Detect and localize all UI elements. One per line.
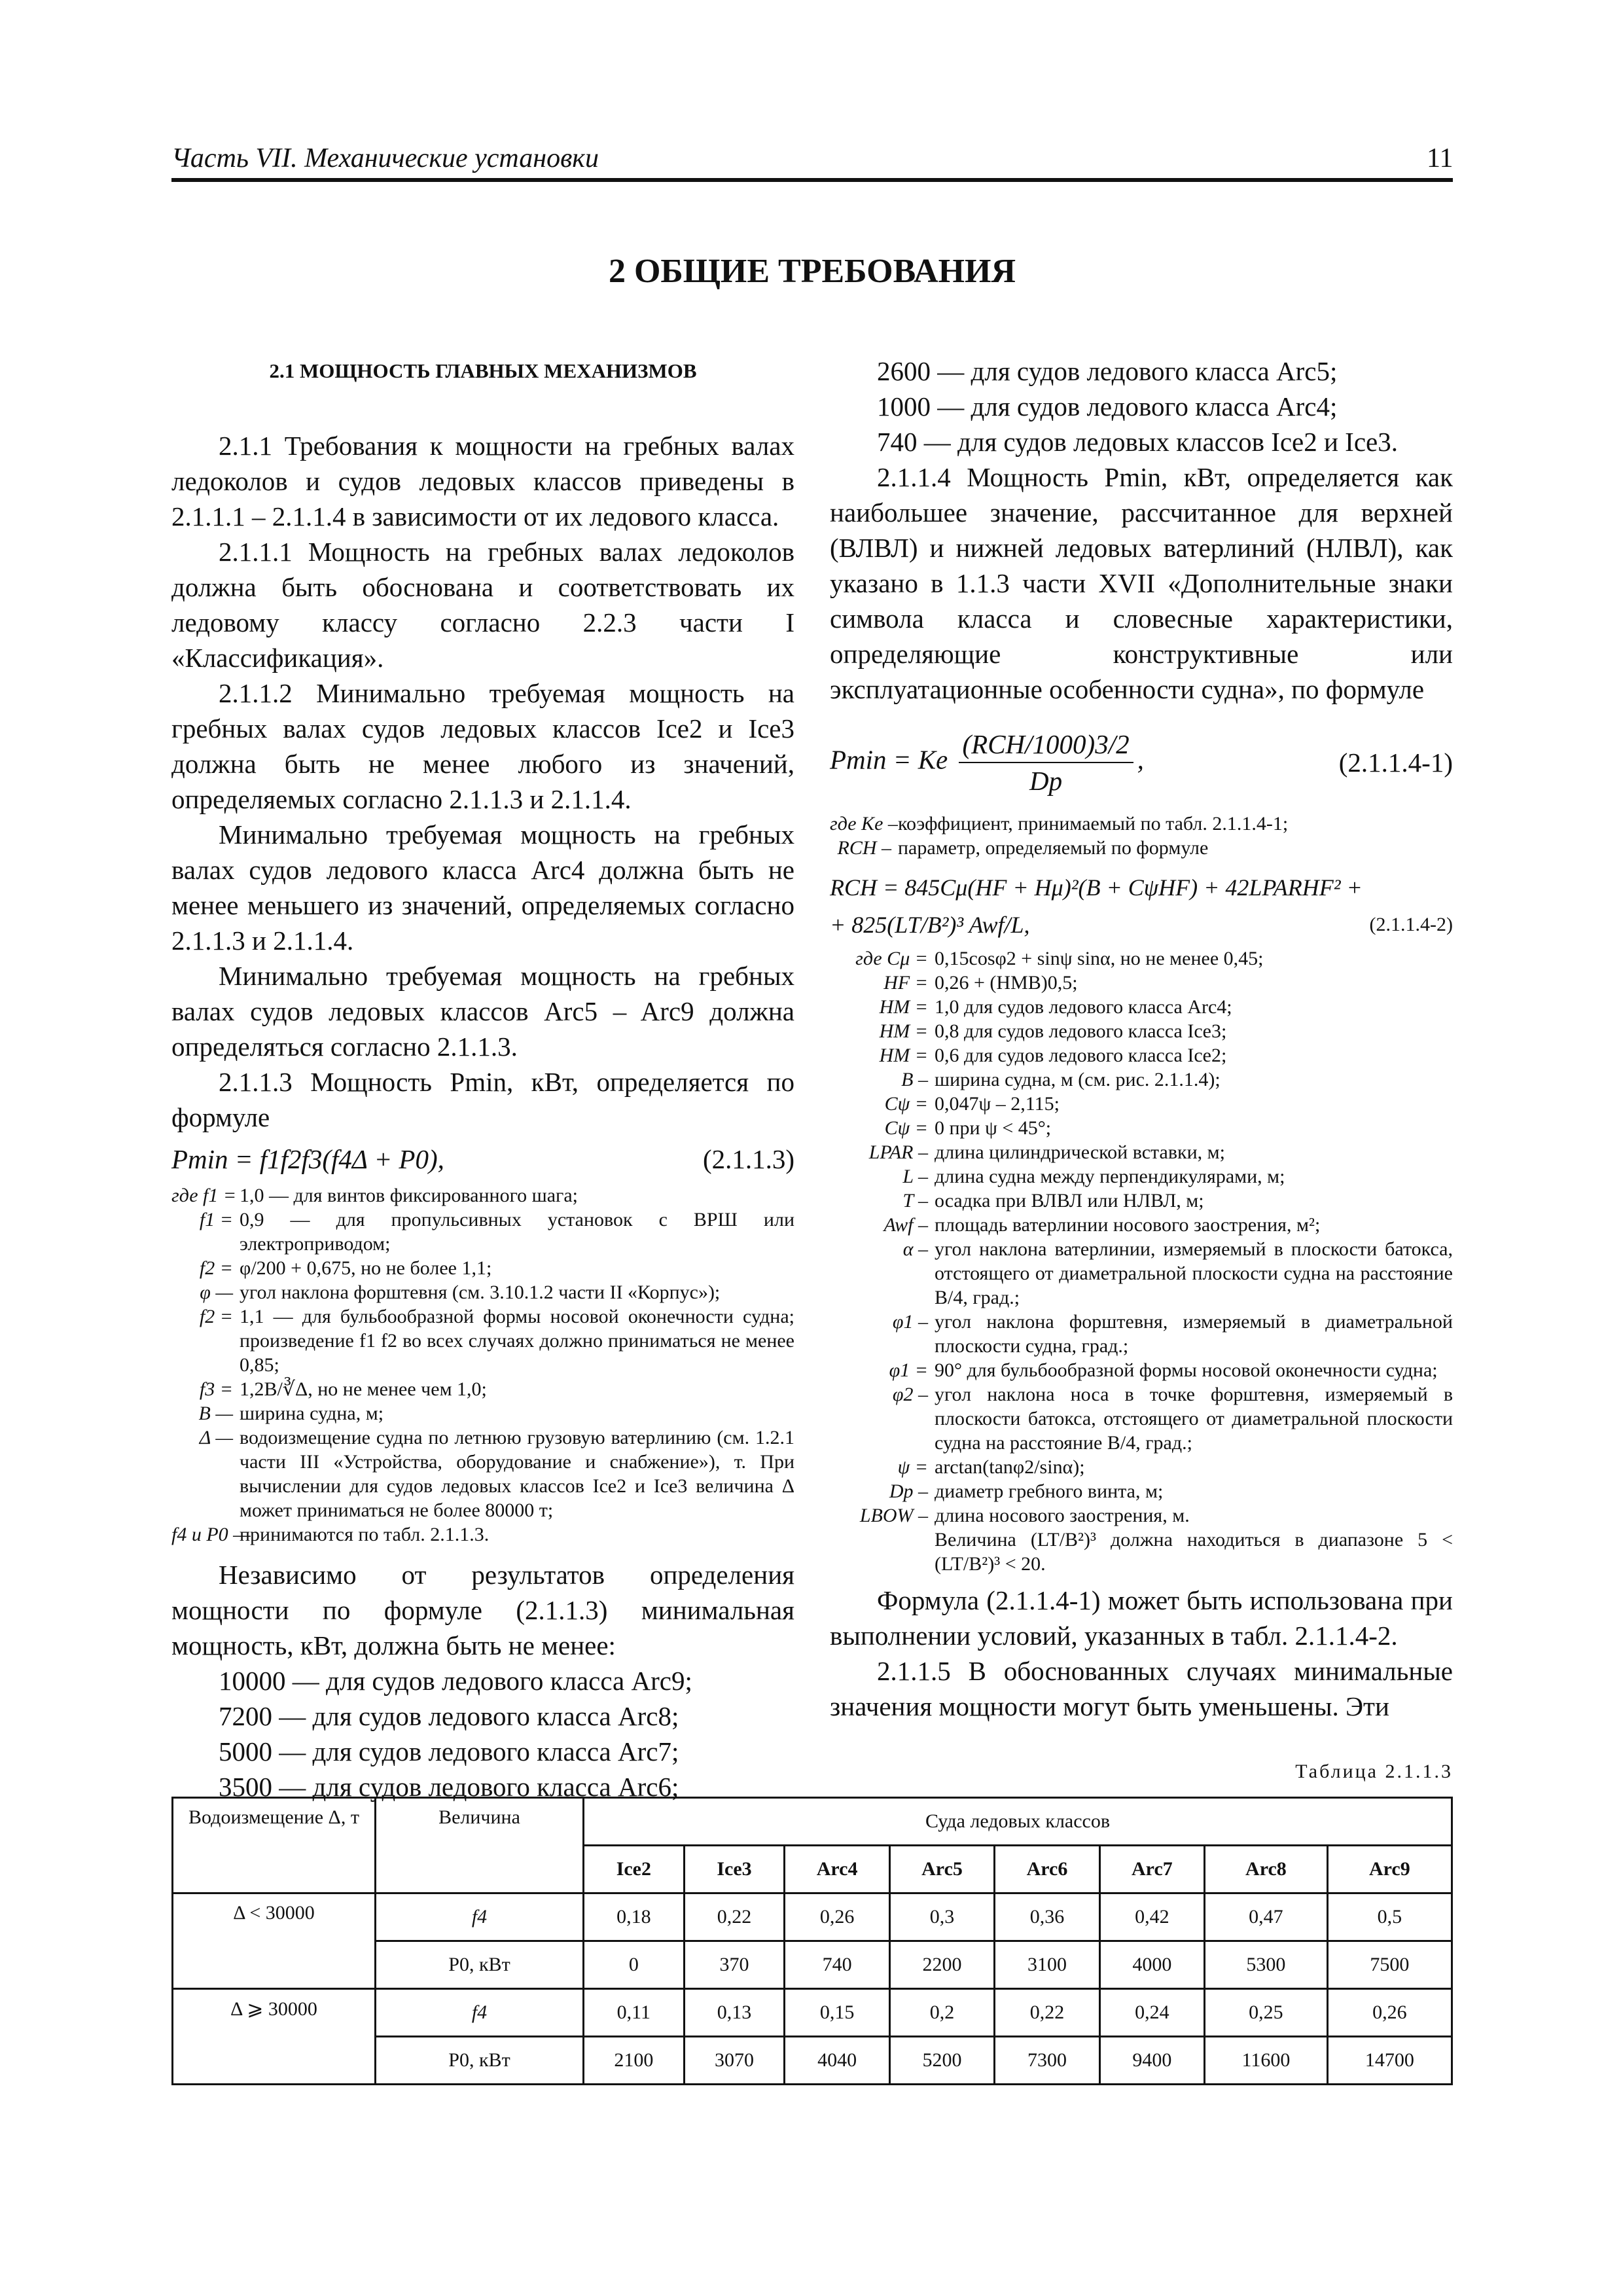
def-text: 0,26 + (HMB)0,5; — [935, 972, 1078, 994]
table-cell: 0,15 — [785, 1989, 889, 2037]
list-item: 10000 — для судов ледового класса Arc9; — [219, 1666, 692, 1696]
def-term: LBOW – — [859, 1505, 928, 1526]
table-cell: 5300 — [1205, 1941, 1328, 1989]
formula-tail: , — [1137, 744, 1144, 775]
def-text: φ/200 + 0,675, но не более 1,1; — [240, 1257, 492, 1279]
quantity-cell: f4 — [376, 1989, 584, 2037]
table-cell: 4000 — [1099, 1941, 1204, 1989]
table-cell: 0,25 — [1205, 1989, 1328, 2037]
paragraph: 2.1.1.3 Мощность Pmin, кВт, определяется по формуле — [171, 1067, 794, 1132]
def-term: HM = — [879, 1045, 928, 1066]
def-term — [830, 1528, 928, 1576]
paragraph: 2.1.1.4 Мощность Pmin, кВт, определяется как наибольшее значение, рассчитанное для верхней (ВЛВЛ) и нижней ледовых ватерлиний (НЛВЛ), как указано в 1.1.3 части XVII «Дополнительные знаки символа класса и словесные характеристики, определяющие конструктивные или эксплуатационные особенности судна», по формуле — [830, 462, 1453, 704]
class-header: Arc9 — [1327, 1846, 1452, 1893]
def-text: ширина судна, м (см. рис. 2.1.1.4); — [935, 1069, 1221, 1090]
formula-number: (2.1.1.3) — [702, 1144, 794, 1174]
def-text: коэффициент, принимаемый по табл. 2.1.1.4-1; — [898, 813, 1289, 834]
table-cell: 14700 — [1327, 2037, 1452, 2085]
formula-line: RCH = 845Cμ(HF + Hμ)²(B + CψHF) + 42LPARHF² + — [830, 874, 1363, 901]
table-row — [173, 1989, 1452, 2037]
definitions-list — [830, 946, 1453, 1576]
formula-lhs: Pmin = Ke — [830, 744, 948, 775]
list-item: 3500 — для судов ледового класса Arc6; — [219, 1772, 679, 1802]
def-term: HM = — [879, 996, 928, 1018]
def-text: угол наклона носа в точке форштевня, измеряемый в плоскости батокса, отстоящего от диаметральной плоскости судна на расстояние B/4, град.; — [935, 1384, 1453, 1454]
def-text: длина судна между перпендикулярами, м; — [935, 1166, 1285, 1187]
paragraph: Независимо от результатов определения мощности по формуле (2.1.1.3) минимальная мощность, кВт, должна быть не менее: — [171, 1560, 794, 1660]
class-header: Arc4 — [785, 1846, 889, 1893]
def-term: f2 = — [199, 1257, 233, 1279]
def-term: где f1 = — [171, 1185, 237, 1206]
running-header: Часть VII. Механические установки — [171, 143, 599, 173]
def-text: длина цилиндрической вставки, м; — [935, 1141, 1225, 1163]
quantity-cell: P0, кВт — [376, 1941, 584, 1989]
table-cell: 0 — [584, 1941, 685, 1989]
def-text: 1,0 — для винтов фиксированного шага; — [240, 1185, 579, 1206]
paragraph: 2.1.1.5 В обоснованных случаях минимальные значения мощности могут быть уменьшены. Эти — [830, 1656, 1453, 1721]
def-term: ψ = — [897, 1456, 928, 1478]
def-term: f2 = — [199, 1306, 233, 1327]
table-cell: 0,42 — [1099, 1893, 1204, 1941]
paragraph: Формула (2.1.1.4-1) может быть использована при выполнении условий, указанных в табл. 2.1.1.4-2. — [830, 1585, 1453, 1651]
class-header: Ice2 — [584, 1846, 685, 1893]
subsection-heading: 2.1 МОЩНОСТЬ ГЛАВНЫХ МЕХАНИЗМОВ — [269, 359, 697, 382]
def-text: 1,0 для судов ледового класса Arc4; — [935, 996, 1232, 1018]
paragraph: Минимально требуемая мощность на гребных валах судов ледового класса Arc4 должна быть не менее меньшего из значений, определяемых согласно 2.1.1.3 и 2.1.1.4. — [171, 819, 794, 956]
def-text: 0,6 для судов ледового класса Ice2; — [935, 1045, 1227, 1066]
def-text: длина носового заострения, м. — [935, 1505, 1190, 1526]
class-header: Ice3 — [684, 1846, 785, 1893]
header-rule — [171, 178, 1453, 182]
def-term: α – — [902, 1238, 928, 1260]
formula — [171, 1141, 794, 1177]
header-displacement: Водоизмещение Δ, т — [173, 1798, 376, 1893]
def-text: Величина (LT/B²)³ должна находиться в диапазоне 5 < (LT/B²)³ < 20. — [935, 1529, 1453, 1575]
table-cell: 0,2 — [889, 1989, 994, 2037]
table-cell: 9400 — [1099, 2037, 1204, 2085]
table-cell: 11600 — [1205, 2037, 1328, 2085]
table-cell: 0,36 — [995, 1893, 1099, 1941]
table-cell: 370 — [684, 1941, 785, 1989]
left-column — [171, 353, 794, 1804]
table-cell: 7500 — [1327, 1941, 1452, 1989]
def-term: HF = — [883, 972, 928, 994]
def-text: 0,15cosφ2 + sinψ sinα, но не менее 0,45; — [935, 948, 1264, 969]
table-cell: 0,3 — [889, 1893, 994, 1941]
displacement-cell: Δ < 30000 — [173, 1893, 376, 1989]
formula — [830, 726, 1453, 798]
paragraph: Минимально требуемая мощность на гребных валах судов ледовых классов Arc5 – Arc9 должна определяться согласно 2.1.1.3. — [171, 961, 794, 1062]
def-term: RCH – — [837, 837, 891, 859]
table-cell: 0,26 — [1327, 1989, 1452, 2037]
def-term: где Cμ = — [855, 948, 928, 969]
table-cell: 3070 — [684, 2037, 785, 2085]
formula-number: (2.1.1.4-1) — [1338, 747, 1453, 778]
paragraph: 2.1.1.1 Мощность на гребных валах ледоколов должна быть обоснована и соответствовать их ледовому классу согласно 2.2.3 части I «Классификация». — [171, 537, 794, 673]
table-cell: 5200 — [889, 2037, 994, 2085]
def-text: площадь ватерлинии носового заострения, м²; — [935, 1214, 1321, 1236]
section-title: 2 ОБЩИЕ ТРЕБОВАНИЯ — [608, 253, 1016, 290]
table-cell: 7300 — [995, 2037, 1099, 2085]
class-header: Arc8 — [1205, 1846, 1328, 1893]
paragraph: 2.1.1.2 Минимально требуемая мощность на гребных валах судов ледовых классов Ice2 и Ice3 должна быть не менее любого из значений, определяемых согласно 2.1.1.3 и 2.1.1.4. — [171, 678, 794, 814]
class-header: Arc5 — [889, 1846, 994, 1893]
formula-number: (2.1.1.4-2) — [1369, 914, 1453, 935]
table-cell: 0,18 — [584, 1893, 685, 1941]
def-term: φ1 = — [889, 1359, 928, 1381]
def-text: 0,8 для судов ледового класса Ice3; — [935, 1020, 1227, 1042]
def-term: B — — [198, 1403, 233, 1424]
quantity-cell: P0, кВт — [376, 2037, 584, 2085]
def-term: T – — [902, 1190, 928, 1211]
def-term: f1 = — [199, 1209, 233, 1230]
def-term: B – — [901, 1069, 928, 1090]
def-text: 1,1 — для бульбообразной формы носовой оконечности судна; произведение f1 f2 во всех случаях должно приниматься не менее 0,85; — [240, 1306, 794, 1376]
def-term: φ1 – — [892, 1311, 928, 1333]
formula-line: + 825(LT/B²)³ Awf/L, — [830, 912, 1030, 938]
formula-expression: Pmin = f1f2f3(f4Δ + P0), — [171, 1144, 444, 1174]
class-header: Arc6 — [995, 1846, 1099, 1893]
def-text: диаметр гребного винта, м; — [935, 1480, 1164, 1502]
def-text: ширина судна, м; — [240, 1403, 384, 1424]
list-item: 5000 — для судов ледового класса Arc7; — [219, 1736, 679, 1767]
def-text: угол наклона форштевня, измеряемый в диаметральной плоскости судна, град.; — [935, 1311, 1453, 1357]
def-text: угол наклона ватерлинии, измеряемый в плоскости батокса, отстоящего от диаметральной плоскости судна на расстояние B/4, град.; — [935, 1238, 1453, 1308]
paragraph: 2.1.1 Требования к мощности на гребных валах ледоколов и судов ледовых классов приведены в 2.1.1.1 – 2.1.1.4 в зависимости от их ледового класса. — [171, 431, 794, 531]
def-term: LPAR – — [868, 1141, 928, 1163]
table-cell: 2100 — [584, 2037, 685, 2085]
def-term: Cψ = — [884, 1093, 928, 1115]
def-term: Dp – — [889, 1480, 928, 1502]
def-text: параметр, определяемый по формуле — [898, 837, 1209, 859]
def-term: где Ke – — [830, 813, 898, 834]
table-cell: 0,5 — [1327, 1893, 1452, 1941]
def-term: L – — [902, 1166, 928, 1187]
power-table — [171, 1797, 1453, 2085]
list-item: 7200 — для судов ледового класса Arc8; — [219, 1701, 679, 1731]
displacement-cell: Δ ⩾ 30000 — [173, 1989, 376, 2085]
def-text: 0,047ψ – 2,115; — [935, 1093, 1060, 1115]
definitions-list — [830, 812, 1453, 860]
def-text: 0,9 — для пропульсивных установок с ВРШ или электроприводом; — [240, 1209, 794, 1255]
def-term: Awf – — [883, 1214, 928, 1236]
table-cell: 0,47 — [1205, 1893, 1328, 1941]
header-value: Величина — [376, 1798, 584, 1893]
table-header-row — [173, 1798, 1452, 1846]
def-term: Cψ = — [884, 1117, 928, 1139]
def-text: 90° для бульбообразной формы носовой оконечности судна; — [935, 1359, 1438, 1381]
class-header: Arc7 — [1099, 1846, 1204, 1893]
fraction-denominator: Dp — [1029, 766, 1063, 796]
list-item: 2600 — для судов ледового класса Arc5; — [877, 356, 1338, 386]
table-cell: 0,11 — [584, 1989, 685, 2037]
formula-fraction — [959, 726, 1133, 798]
table-cell: 4040 — [785, 2037, 889, 2085]
table-cell: 0,22 — [684, 1893, 785, 1941]
table-cell: 0,22 — [995, 1989, 1099, 2037]
header-group: Суда ледовых классов — [584, 1798, 1452, 1846]
table-cell: 2200 — [889, 1941, 994, 1989]
table-cell: 0,13 — [684, 1989, 785, 2037]
def-text: arctan(tanφ2/sinα); — [935, 1456, 1085, 1478]
def-text: водоизмещение судна по летнюю грузовую ватерлинию (см. 1.2.1 части III «Устройства, оборудование и снабжение»), т. При вычислении для судов ледовых классов Ice2 и Ice3 величина Δ может приниматься не более 80000 т; — [240, 1427, 794, 1521]
def-text: угол наклона форштевня (см. 3.10.1.2 части II «Корпус»); — [240, 1282, 721, 1303]
right-column — [830, 353, 1453, 1724]
def-term: Δ — — [199, 1427, 233, 1448]
def-term: f3 = — [199, 1378, 233, 1400]
table-cell: 3100 — [995, 1941, 1099, 1989]
def-term: f4 и P0 — — [171, 1524, 251, 1545]
def-text: 1,2B/∛Δ, но не менее чем 1,0; — [240, 1378, 487, 1400]
def-term: φ2 – — [892, 1384, 928, 1405]
list-item: 740 — для судов ледовых классов Ice2 и Ice3. — [877, 427, 1398, 457]
fraction-numerator: (RCH/1000)3/2 — [959, 726, 1133, 763]
def-term: HM = — [879, 1020, 928, 1042]
page-number: 11 — [1427, 143, 1454, 173]
def-text: 0 при ψ < 45°; — [935, 1117, 1052, 1139]
def-text: осадка при ВЛВЛ или НЛВЛ, м; — [935, 1190, 1204, 1211]
quantity-cell: f4 — [376, 1893, 584, 1941]
table-cell: 740 — [785, 1941, 889, 1989]
list-item: 1000 — для судов ледового класса Arc4; — [877, 391, 1338, 422]
def-text: принимаются по табл. 2.1.1.3. — [240, 1524, 490, 1545]
def-term: φ — — [200, 1282, 233, 1303]
table-caption: Таблица 2.1.1.3 — [1295, 1761, 1453, 1782]
table-cell: 0,26 — [785, 1893, 889, 1941]
formula — [830, 907, 1453, 942]
table-row — [173, 1893, 1452, 1941]
definitions-list — [171, 1183, 794, 1547]
table-cell: 0,24 — [1099, 1989, 1204, 2037]
